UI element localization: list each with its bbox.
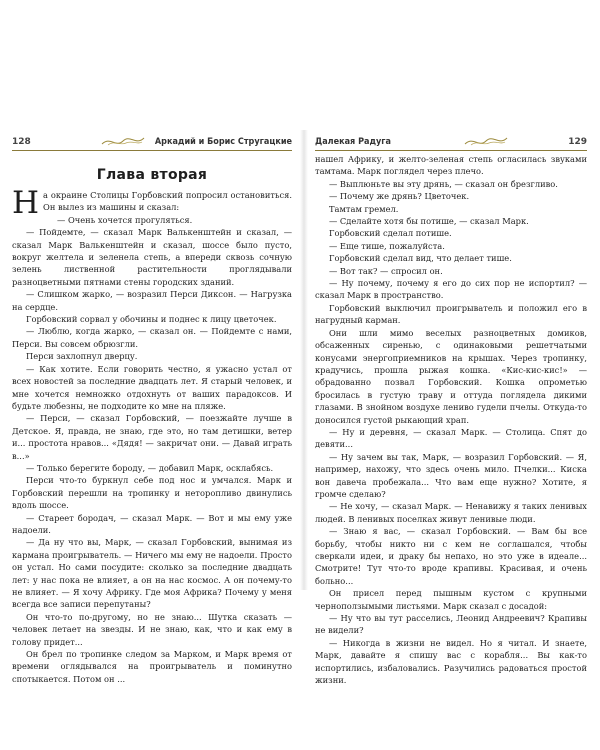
paragraph: — Люблю, когда жарко, — сказал он. — Пойдемте с нами, Перси. Вы совсем обрюзгли. bbox=[12, 326, 292, 349]
left-page bbox=[12, 130, 292, 684]
paragraph: — Знаю я вас, — сказал Горбовский. — Вам бы все борьбу, чтобы никто ни с кем не соглашался, чтобы сверкали идеи, и драку бы непахо, но это уже в идеале... Смотрите! Тут что-то вроде крапивы. Красивая, и очень больно... bbox=[315, 526, 587, 586]
flourish-ornament-icon bbox=[463, 134, 509, 148]
left-body-text bbox=[12, 185, 292, 685]
chapter-title: Глава вторая bbox=[96, 167, 208, 183]
paragraph: — Слишком жарко, — возразил Перси Диксон. — Нагрузка на сердце. bbox=[12, 289, 292, 312]
book-gutter bbox=[300, 130, 308, 590]
paragraph: — Только берегите бороду, — добавил Марк, осклабясь. bbox=[26, 462, 274, 473]
left-running-header bbox=[12, 130, 292, 151]
paragraph: — Не хочу, — сказал Марк. — Ненавижу я таких ленивых людей. В ленивых поселках живут ленивые люди. bbox=[315, 501, 587, 524]
paragraph: — Перси, — сказал Горбовский, — поезжайте лучше в Детское. Я, правда, не знаю, где это, но там детишки, ветер и... простота нравов... «Дядя! — закричат они. — Давай играть в...» bbox=[12, 413, 292, 461]
right-running-header bbox=[315, 130, 587, 151]
paragraph: Горбовский сорвал у обочины и поднес к лицу цветочек. bbox=[26, 314, 277, 325]
paragraph: — Еще тише, пожалуйста. bbox=[329, 240, 445, 251]
paragraph: — Как хотите. Если говорить честно, я ужасно устал от всех новостей за последние двадцать лет. Я старый человек, и мне хочется немножко отдохнуть от ваших парадоксов. И будьте любезны, не подходите ко мне на пляже. bbox=[12, 363, 292, 411]
book-spread bbox=[12, 130, 592, 686]
paragraph: Он присел перед пышным кустом с крупными черноползымыми листьями. Марк сказал с досадой: bbox=[315, 588, 587, 611]
paragraph: — Очень хочется прогуляться. bbox=[57, 214, 193, 225]
paragraph: Горбовский выключил проигрыватель и положил его в нагрудный карман. bbox=[315, 302, 587, 326]
paragraph: нашел Африку, и желто-зеленая степь огласилась звуками тамтама. Марк поглядел через плечо. bbox=[315, 154, 587, 177]
right-body-text bbox=[315, 153, 587, 686]
left-running-title: Аркадий и Борис Стругацкие bbox=[154, 137, 292, 147]
drop-cap: Н bbox=[12, 185, 40, 221]
paragraph: — Ну и деревня, — сказал Марк. — Столица. Спят до девяти... bbox=[315, 426, 587, 450]
paragraph: На окраине Столицы Горбовский попросил остановиться. Он вылез из машины и сказал: bbox=[12, 185, 292, 221]
paragraph: Они шли мимо веселых разноцветных домиков, обсаженных сиренью, с одинаковыми решетчатыми конусами энергоприемников на крышах. Через тропинку, крадучись, прошла рыжая кошка. «Кис-кис-кис!» — обрадованно позвал Горбовский. Кошка опрометью бросилась в густую траву и оттуда поглядела дикими глазами. В знойном воздухе лениво гудели пчелы. Откуда-то доносился густой рыкающий храп. bbox=[315, 327, 587, 425]
paragraph: — Пойдемте, — сказал Марк Валькенштейн и сказал, — сказал Марк Валькенштейн и сказал, шоссе было пусто, вокруг желтела и зеленела степь, а впереди сквозь сочную зелень лиственной растительности проглядывали разноцветными пятнами стены городских зданий. bbox=[12, 227, 292, 287]
paragraph: Тамтам гремел. bbox=[329, 203, 399, 214]
paragraph: — Да ну что вы, Марк, — сказал Горбовский, вынимая из кармана проигрыватель. — Ничего мы ему не надоели. Просто он устал. Но сами посудите: сколько за последние двадцать лет: у нас пока не влияет, а он на нас космос. А он почему-то не влияет. — Я хочу Африку. Где моя Африка? Почему у меня всегда все записи перепутаны? bbox=[12, 537, 292, 610]
paragraph: — Выплюньте вы эту дрянь, — сказал он брезгливо. bbox=[329, 178, 558, 189]
paragraph: Он брел по тропинке следом за Марком, и Марк время от времени оглядывался на проигрыватель и поминутно спотыкается. Потом он ... bbox=[12, 649, 292, 684]
left-page-number: 128 bbox=[12, 137, 31, 147]
paragraph: Перси захлопнул дверцу. bbox=[26, 351, 138, 362]
paragraph: — Сделайте хотя бы потише, — сказал Марк. bbox=[329, 216, 529, 227]
paragraph: Перси что-то буркнул себе под нос и умчался. Марк и Горбовский перешли на тропинку и неторопливо двинулись вдоль шоссе. bbox=[12, 475, 292, 511]
paragraph: — Почему же дрянь? Цветочек. bbox=[329, 191, 470, 202]
paragraph: — Вот так? — спросил он. bbox=[329, 265, 443, 276]
paragraph: — Ну зачем вы так, Марк, — возразил Горбовский. — Я, например, нахожу, что здесь очень мило. Пчелки... Киска вон давеча пробежала... Что вам еще нужно? Хотите, я громче сделаю? bbox=[315, 451, 587, 499]
right-running-title: Далекая Радуга bbox=[315, 137, 391, 147]
paragraph: Горбовский сделал потише. bbox=[329, 228, 452, 239]
paragraph: Горбовский сделал вид, что делает тише. bbox=[329, 253, 512, 264]
paragraph: — Стареет бородач, — сказал Марк. — Вот и мы ему уже надоели. bbox=[12, 512, 292, 535]
paragraph: — Ну что вы тут расселись, Леонид Андреевич? Крапивы не видели? bbox=[315, 613, 587, 636]
right-page-number: 129 bbox=[568, 137, 587, 147]
paragraph: — Никогда в жизни не видел. Но я читал. И знаете, Марк, давайте я спишу вас с корабля... Вы как-то испортились, избаловались. Разучились радоваться простой жизни. bbox=[315, 637, 587, 686]
right-page bbox=[315, 130, 587, 686]
paragraph: — Ну почему, почему я его до сих пор не испортил? — сказал Марк в пространство. bbox=[315, 278, 587, 301]
paragraph: Он что-то по-другому, но не знаю... Шутка сказать — человек летает на звезды. И не знаю, как, что и как ему в голову придет... bbox=[12, 611, 292, 647]
flourish-ornament-icon bbox=[100, 134, 146, 148]
